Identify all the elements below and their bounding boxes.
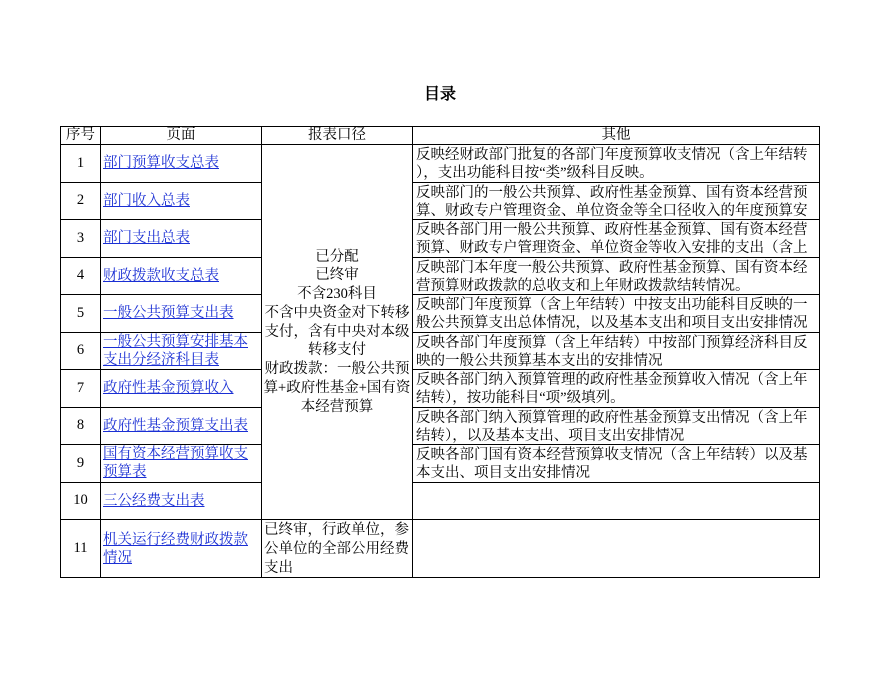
page-link-9[interactable]: 国有资本经营预算收支预算表 xyxy=(103,446,248,481)
page-link-11[interactable]: 机关运行经费财政拨款情况 xyxy=(103,531,248,566)
description-line: ），支出功能科目按“类”级科目反映。 xyxy=(416,165,654,181)
description-cell xyxy=(413,295,820,333)
row-number: 5 xyxy=(61,295,101,333)
page-link-6[interactable]: 一般公共预算安排基本支出分经济科目表 xyxy=(103,333,248,368)
scope-line: 已终审 xyxy=(315,267,359,284)
header-page: 页面 xyxy=(101,127,262,145)
scope-line: 本经营预算 xyxy=(300,398,374,415)
page-link-4[interactable]: 财政拨款收支总表 xyxy=(103,267,219,284)
description-cell-empty xyxy=(413,483,820,521)
description-line: 反映各部门纳入预算管理的政府性基金预算收入情况（含上年 xyxy=(416,372,808,388)
description-line: 般公共预算支出总体情况，以及基本支出和项目支出安排情况 xyxy=(416,315,808,331)
description-line: 营预算财政拨款的总收支和上年财政拨款结转情况。 xyxy=(416,277,750,294)
header-other: 其他 xyxy=(413,127,820,145)
description-cell xyxy=(413,445,820,483)
description-line: 算、财政专户管理资金、单位资金等全口径收入的年度预算安 xyxy=(416,202,808,219)
description-line: 映的一般公共预算基本支出的安排情况 xyxy=(416,352,663,369)
description-line: 反映各部门年度预算（含上年结转）中按部门预算经济科目反 xyxy=(416,334,808,351)
page-cell xyxy=(101,220,262,258)
page-cell xyxy=(101,333,262,371)
scope-line: 已终审，行政单位，参 xyxy=(264,522,409,538)
toc-table xyxy=(60,126,820,578)
page-link-3[interactable]: 部门支出总表 xyxy=(103,230,190,247)
description-cell xyxy=(413,333,820,371)
row-number: 1 xyxy=(61,145,101,183)
description-cell xyxy=(413,370,820,408)
page-cell xyxy=(101,520,262,578)
page-title: 目录 xyxy=(423,86,456,103)
row-number: 9 xyxy=(61,445,101,483)
page-cell xyxy=(101,370,262,408)
scope-line: 转移支付 xyxy=(308,342,366,359)
row-number: 11 xyxy=(61,520,101,578)
page-link-7[interactable]: 政府性基金预算收入 xyxy=(103,380,234,397)
description-cell xyxy=(413,183,820,221)
page-cell xyxy=(101,408,262,446)
scope-line: 支出 xyxy=(264,560,293,576)
description-line: 反映部门年度预算（含上年结转）中按支出功能科目反映的一 xyxy=(416,297,808,313)
scope-line: 支付，含有中央对本级 xyxy=(264,323,410,340)
scope-cell-row11 xyxy=(262,520,413,578)
description-line: 反映各部门国有资本经营预算收支情况（含上年结转）以及基 xyxy=(416,447,808,463)
row-number: 4 xyxy=(61,258,101,296)
description-cell xyxy=(413,220,820,258)
page-link-8[interactable]: 政府性基金预算支出表 xyxy=(103,417,248,434)
description-line: 结转），以及基本支出、项目支出安排情况 xyxy=(416,427,685,444)
description-line: 反映经财政部门批复的各部门年度预算收支情况（含上年结转 xyxy=(416,147,808,163)
description-line: 反映部门本年度一般公共预算、政府性基金预算、国有资本经 xyxy=(416,259,808,276)
row-number: 10 xyxy=(61,483,101,521)
description-line: 反映部门的一般公共预算、政府性基金预算、国有资本经营预 xyxy=(416,184,808,201)
row-number: 7 xyxy=(61,370,101,408)
description-cell xyxy=(413,258,820,296)
description-line: 本支出、项目支出安排情况 xyxy=(416,465,590,481)
scope-line: 算+政府性基金+国有资 xyxy=(263,379,411,396)
scope-line: 不含中央资金对下转移 xyxy=(264,304,410,321)
page-link-2[interactable]: 部门收入总表 xyxy=(103,192,190,209)
scope-line: 不含230科目 xyxy=(297,286,377,303)
header-seq: 序号 xyxy=(61,127,101,145)
page-cell xyxy=(101,145,262,183)
row-number: 6 xyxy=(61,333,101,371)
page-cell xyxy=(101,295,262,333)
description-cell xyxy=(413,145,820,183)
description-line: 结转），按功能科目“项”级填列。 xyxy=(416,390,625,406)
page-cell xyxy=(101,258,262,296)
description-line: 预算、财政专户管理资金、单位资金等收入安排的支出（含上 xyxy=(416,240,808,256)
page-link-1[interactable]: 部门预算收支总表 xyxy=(103,155,219,172)
page-link-10[interactable]: 三公经费支出表 xyxy=(103,492,205,509)
scope-line: 公单位的全部公用经费 xyxy=(264,541,409,557)
scope-line: 财政拨款：一般公共预 xyxy=(264,361,410,378)
description-line: 反映各部门用一般公共预算、政府性基金预算、国有资本经营 xyxy=(416,222,808,238)
row-number: 3 xyxy=(61,220,101,258)
page-cell xyxy=(101,445,262,483)
row-number: 2 xyxy=(61,183,101,221)
description-line: 反映各部门纳入预算管理的政府性基金预算支出情况（含上年 xyxy=(416,409,808,426)
scope-line: 已分配 xyxy=(315,248,359,265)
page-cell xyxy=(101,183,262,221)
row-number: 8 xyxy=(61,408,101,446)
description-cell xyxy=(413,408,820,446)
scope-cell-shared xyxy=(262,145,413,520)
description-cell-empty xyxy=(413,520,820,578)
page-cell xyxy=(101,483,262,521)
header-scope: 报表口径 xyxy=(262,127,413,145)
page-link-5[interactable]: 一般公共预算支出表 xyxy=(103,305,234,322)
